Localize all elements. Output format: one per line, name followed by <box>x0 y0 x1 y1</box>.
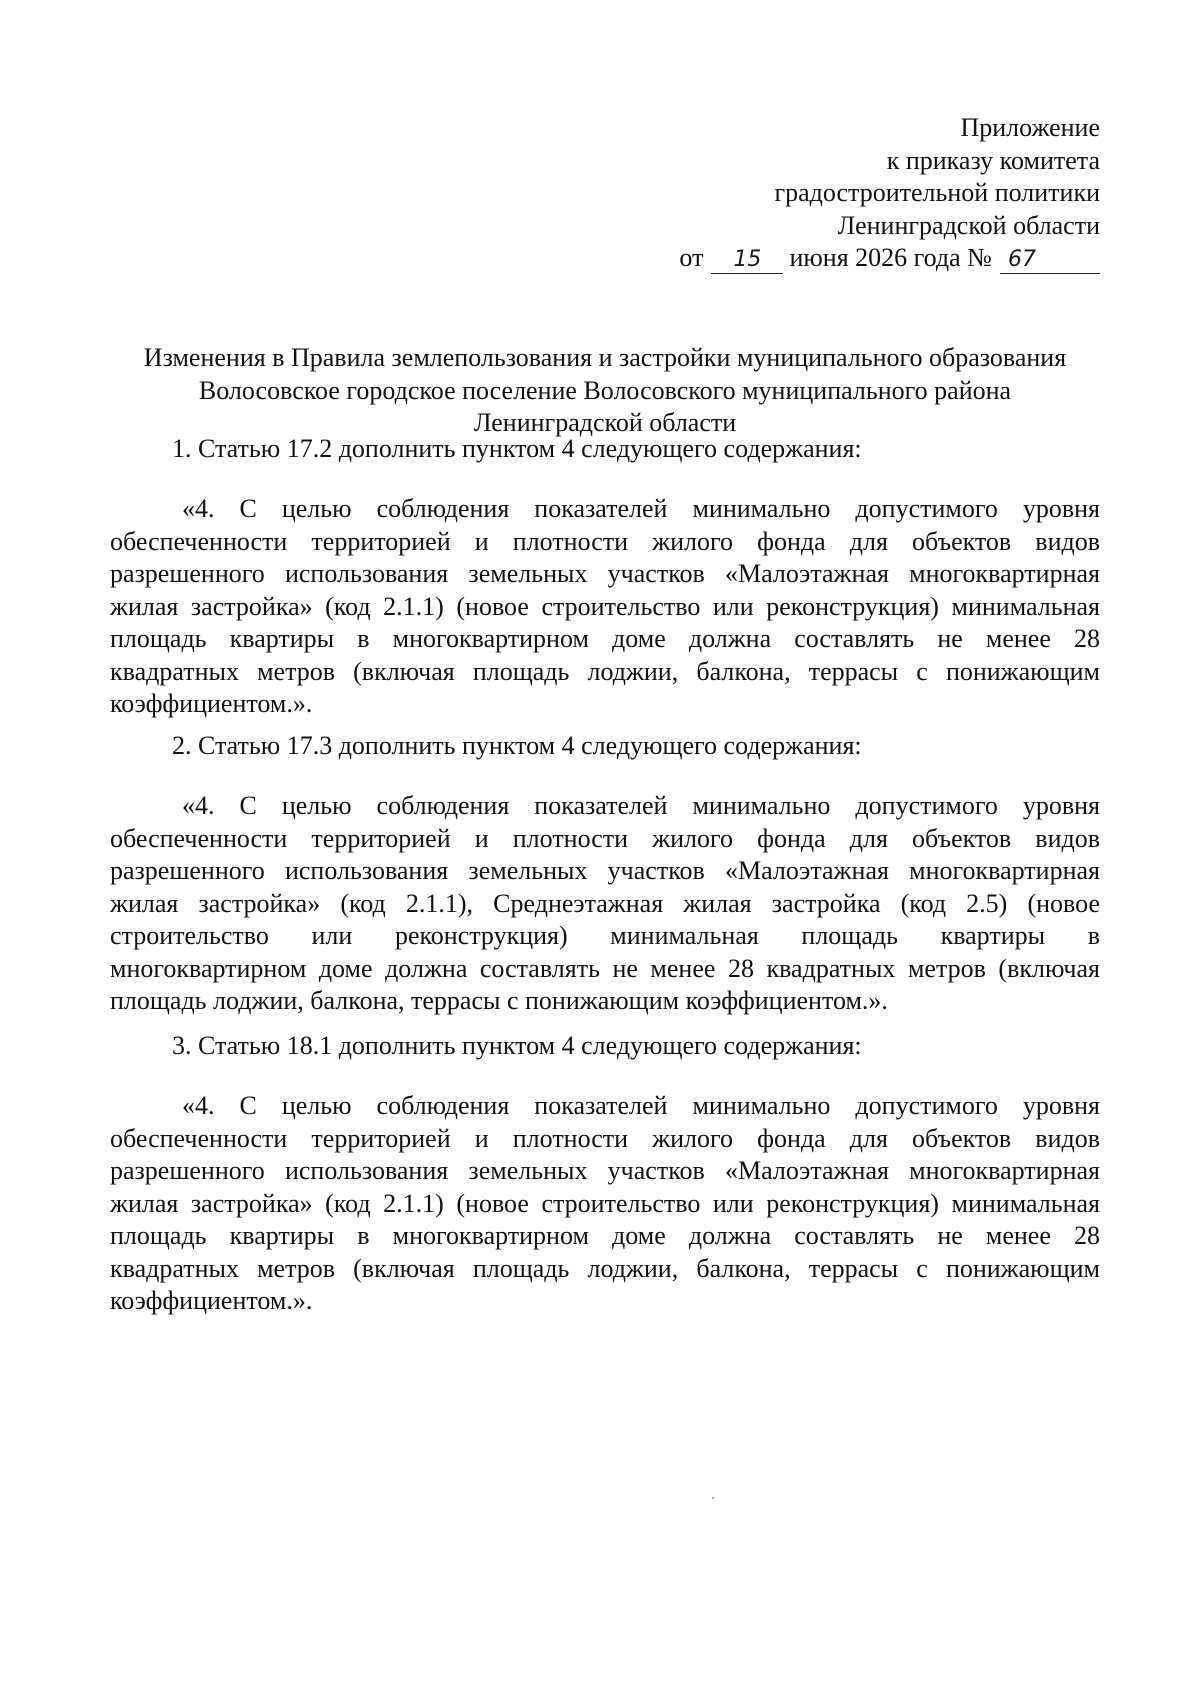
text-line: обеспеченности территорией и плотности жилого фонда для объектов видов <box>110 1123 1100 1153</box>
amendment-text-3 <box>110 1090 1100 1318</box>
amendment-text-2 <box>110 790 1100 1018</box>
text-line: многоквартирном доме должна составлять не менее 28 квадратных метров (включая <box>110 953 1100 983</box>
text-line: квадратных метров (включая площадь лоджии, балкона, террасы с понижающим <box>110 656 1100 686</box>
amendment-text-1 <box>110 493 1100 721</box>
title-line-2: Волосовское городское поселение Волосовского муниципального района <box>198 375 1012 405</box>
appendix-header <box>679 112 1100 275</box>
text-line: жилая застройка» (код 2.1.1) (новое строительство или реконструкция) минимальная <box>110 591 1100 621</box>
text-line: обеспеченности территорией и плотности жилого фонда для объектов видов <box>110 823 1100 853</box>
text-line: строительство или реконструкция) минимальная площадь квартиры в <box>110 921 1100 950</box>
text-line: разрешенного использования земельных участков «Малоэтажная многоквартирная <box>110 1156 1100 1185</box>
amendment-item-3 <box>110 1030 1100 1063</box>
text-line: площадь квартиры в многоквартирном доме должна составлять не менее 28 <box>110 624 1100 653</box>
text-line: жилая застройка» (код 2.1.1), Среднеэтажная жилая застройка (код 2.5) (новое <box>110 888 1100 918</box>
document-title <box>110 342 1100 440</box>
text-line: площадь квартиры в многоквартирном доме должна составлять не менее 28 <box>110 1221 1100 1250</box>
appendix-label: Приложение <box>960 113 1100 142</box>
item-heading: 2. Статью 17.3 дополнить пунктом 4 следующего содержания: <box>172 731 862 760</box>
text-line: разрешенного использования земельных участков «Малоэтажная многоквартирная <box>110 856 1100 885</box>
scan-speck <box>712 1497 714 1499</box>
amendment-item-1 <box>110 433 1100 466</box>
appendix-committee: градостроительной политики <box>774 178 1100 207</box>
order-date-line <box>679 242 1100 275</box>
text-line: коэффициентом.». <box>110 1286 313 1315</box>
appendix-region: Ленинградской области <box>837 210 1100 240</box>
text-line: «4. С целью соблюдения показателей минимально допустимого уровня <box>182 1091 1100 1120</box>
text-line: «4. С целью соблюдения показателей минимально допустимого уровня <box>182 791 1100 820</box>
date-rest: июня 2026 года № <box>789 243 992 272</box>
handwritten-order-number: 67 <box>1000 247 1100 274</box>
title-line-3: Ленинградской области <box>473 408 737 437</box>
date-prefix: от <box>679 243 704 272</box>
amendment-item-2 <box>110 730 1100 763</box>
appendix-order-ref: к приказу комитета <box>886 145 1100 175</box>
text-line: квадратных метров (включая площадь лоджии, балкона, террасы с понижающим <box>110 1253 1100 1283</box>
text-line: жилая застройка» (код 2.1.1) (новое строительство или реконструкция) минимальная <box>110 1188 1100 1218</box>
item-heading: 3. Статью 18.1 дополнить пунктом 4 следующего содержания: <box>172 1031 862 1060</box>
text-line: «4. С целью соблюдения показателей минимально допустимого уровня <box>182 494 1100 523</box>
text-line: коэффициентом.». <box>110 689 313 718</box>
text-line: разрешенного использования земельных участков «Малоэтажная многоквартирная <box>110 559 1100 588</box>
text-line: обеспеченности территорией и плотности жилого фонда для объектов видов <box>110 526 1100 556</box>
item-heading: 1. Статью 17.2 дополнить пунктом 4 следующего содержания: <box>172 434 862 463</box>
title-line-1: Изменения в Правила землепользования и застройки муниципального образования <box>143 343 1067 372</box>
handwritten-day: 15 <box>711 247 783 274</box>
text-line: площадь лоджии, балкона, террасы с понижающим коэффициентом.». <box>110 986 888 1015</box>
